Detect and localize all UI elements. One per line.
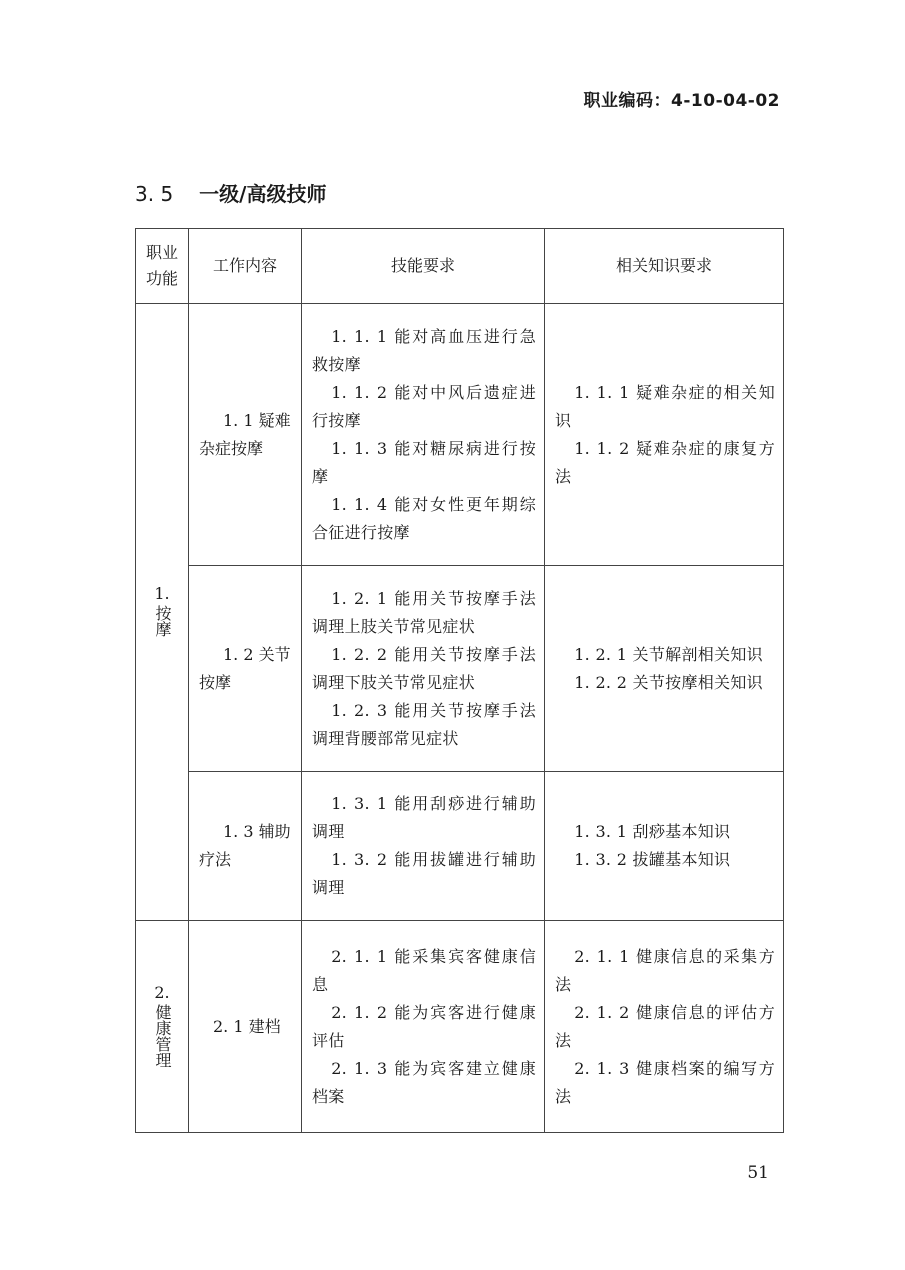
skill-item: 1. 1. 4 能对女性更年期综合征进行按摩 xyxy=(312,494,536,542)
section-title: 一级/高级技师 xyxy=(199,182,327,206)
function-number: 1. xyxy=(154,584,170,603)
header-skill-requirements: 技能要求 xyxy=(302,229,545,304)
knowledge-cell xyxy=(545,772,784,921)
knowledge-item: 2. 1. 2 健康信息的评估方法 xyxy=(555,1002,775,1050)
header-work-content: 工作内容 xyxy=(189,229,302,304)
knowledge-cell xyxy=(545,566,784,772)
knowledge-item: 1. 2. 1 关节解剖相关知识 xyxy=(574,644,763,664)
knowledge-item: 1. 3. 2 拔罐基本知识 xyxy=(574,850,731,869)
skill-item: 1. 2. 2 能用关节按摩手法调理下肢关节常见症状 xyxy=(312,644,536,692)
knowledge-item: 1. 3. 1 刮痧基本知识 xyxy=(574,822,731,841)
skill-item: 1. 1. 1 能对高血压进行急救按摩 xyxy=(312,326,536,374)
section-number: 3. 5 xyxy=(135,182,174,206)
skills-table xyxy=(135,228,784,1133)
page-number: 51 xyxy=(747,1163,769,1183)
occupation-code: 职业编码：4-10-04-02 xyxy=(583,91,780,111)
header-function: 职业 功能 xyxy=(136,229,189,304)
knowledge-cell xyxy=(545,304,784,566)
skill-item: 1. 3. 1 能用刮痧进行辅助调理 xyxy=(312,794,536,841)
skills-cell xyxy=(302,772,545,921)
table-row xyxy=(136,304,784,566)
section-heading xyxy=(135,178,326,207)
knowledge-item: 1. 1. 1 疑难杂症的相关知识 xyxy=(555,382,775,430)
work-content-cell: 1. 3 辅助疗法 xyxy=(189,772,302,921)
skill-item: 2. 1. 3 能为宾客建立健康档案 xyxy=(312,1058,536,1106)
knowledge-item: 1. 2. 2 关节按摩相关知识 xyxy=(574,672,763,692)
skill-item: 1. 2. 1 能用关节按摩手法调理上肢关节常见症状 xyxy=(312,588,536,636)
table-row xyxy=(136,921,784,1133)
knowledge-item: 2. 1. 3 健康档案的编写方法 xyxy=(555,1058,775,1106)
work-content-cell: 2. 1 建档 xyxy=(189,921,302,1133)
skill-item: 1. 3. 2 能用拔罐进行辅助调理 xyxy=(312,850,536,897)
skill-item: 1. 1. 2 能对中风后遗症进行按摩 xyxy=(312,382,536,430)
function-name: 按摩 xyxy=(153,605,172,637)
knowledge-cell xyxy=(545,921,784,1133)
header-knowledge-requirements: 相关知识要求 xyxy=(545,229,784,304)
skill-item: 2. 1. 1 能采集宾客健康信息 xyxy=(312,946,536,994)
knowledge-item: 1. 1. 2 疑难杂症的康复方法 xyxy=(555,438,775,486)
work-content-cell: 1. 2 关节按摩 xyxy=(189,566,302,772)
function-cell-health-management xyxy=(136,921,189,1133)
skill-item: 1. 1. 3 能对糖尿病进行按摩 xyxy=(312,438,536,486)
skills-cell xyxy=(302,304,545,566)
table-row xyxy=(136,772,784,921)
function-name: 健康管理 xyxy=(153,1003,172,1068)
knowledge-item: 2. 1. 1 健康信息的采集方法 xyxy=(555,946,775,994)
skills-cell xyxy=(302,566,545,772)
skill-item: 2. 1. 2 能为宾客进行健康评估 xyxy=(312,1002,536,1050)
table-header-row xyxy=(136,229,784,304)
table-row xyxy=(136,566,784,772)
function-number: 2. xyxy=(154,982,170,1002)
work-content-cell: 1. 1 疑难杂症按摩 xyxy=(189,304,302,566)
skills-cell xyxy=(302,921,545,1133)
skill-item: 1. 2. 3 能用关节按摩手法调理背腰部常见症状 xyxy=(312,700,536,748)
function-cell-massage xyxy=(136,304,189,921)
